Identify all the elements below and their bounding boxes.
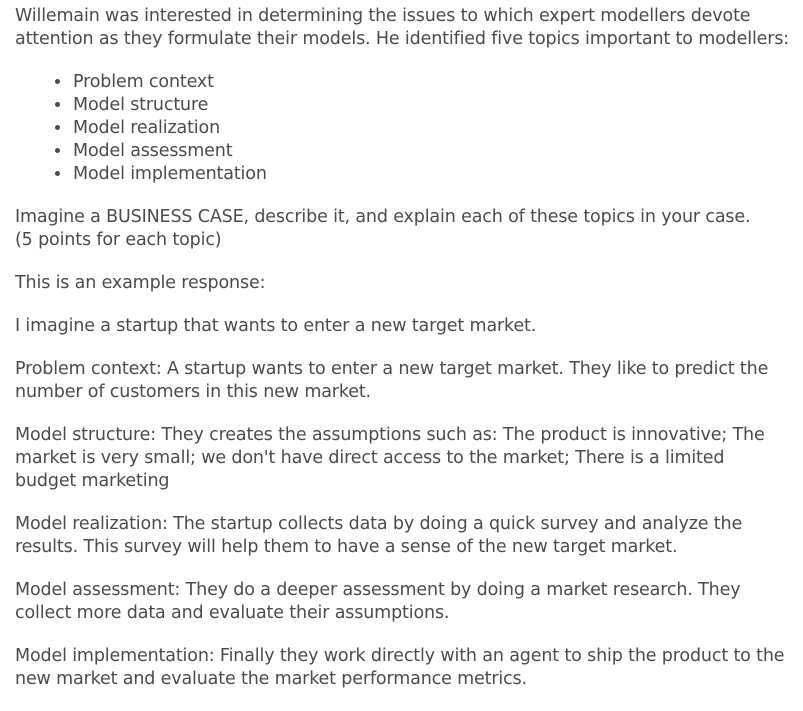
- example-intro: This is an example response:: [15, 273, 266, 293]
- topic-item: • Model assessment: [72, 140, 790, 163]
- intro-paragraph: Willemain was interested in determining the issues to which expert modellers devote attention as they formulate their models. He identified five topics important to modellers:: [15, 6, 790, 49]
- answer-model-structure: Model structure: They creates the assumptions such as: The product is innovative; The market is very small; we don't have direct access to the market; There is a limited budget marketing: [15, 425, 765, 491]
- instruction-paragraph: [15, 206, 790, 252]
- answer-model-realization: Model realization: The startup collects data by doing a quick survey and analyze the results. This survey will help them to have a sense of the new target market.: [15, 514, 743, 557]
- instruction-line: Imagine a BUSINESS CASE, describe it, and explain each of these topics in your case.: [15, 207, 751, 227]
- topic-item: • Problem context: [72, 71, 790, 94]
- example-case: I imagine a startup that wants to enter a new target market.: [15, 316, 537, 336]
- topic-item: • Model structure: [72, 94, 790, 117]
- topic-item: • Model implementation: [72, 163, 790, 186]
- answer-problem-context: Problem context: A startup wants to enter a new target market. They like to predict the number of customers in this new market.: [15, 359, 769, 402]
- answer-model-implementation: Model implementation: Finally they work directly with an agent to ship the product to the new market and evaluate the market performance metrics.: [15, 646, 785, 689]
- topics-list: [15, 71, 790, 186]
- question-content: [15, 5, 790, 711]
- points-note: (5 points for each topic): [15, 230, 222, 250]
- answer-model-assessment: Model assessment: They do a deeper assessment by doing a market research. They collect more data and evaluate their assumptions.: [15, 580, 741, 623]
- topic-item: • Model realization: [72, 117, 790, 140]
